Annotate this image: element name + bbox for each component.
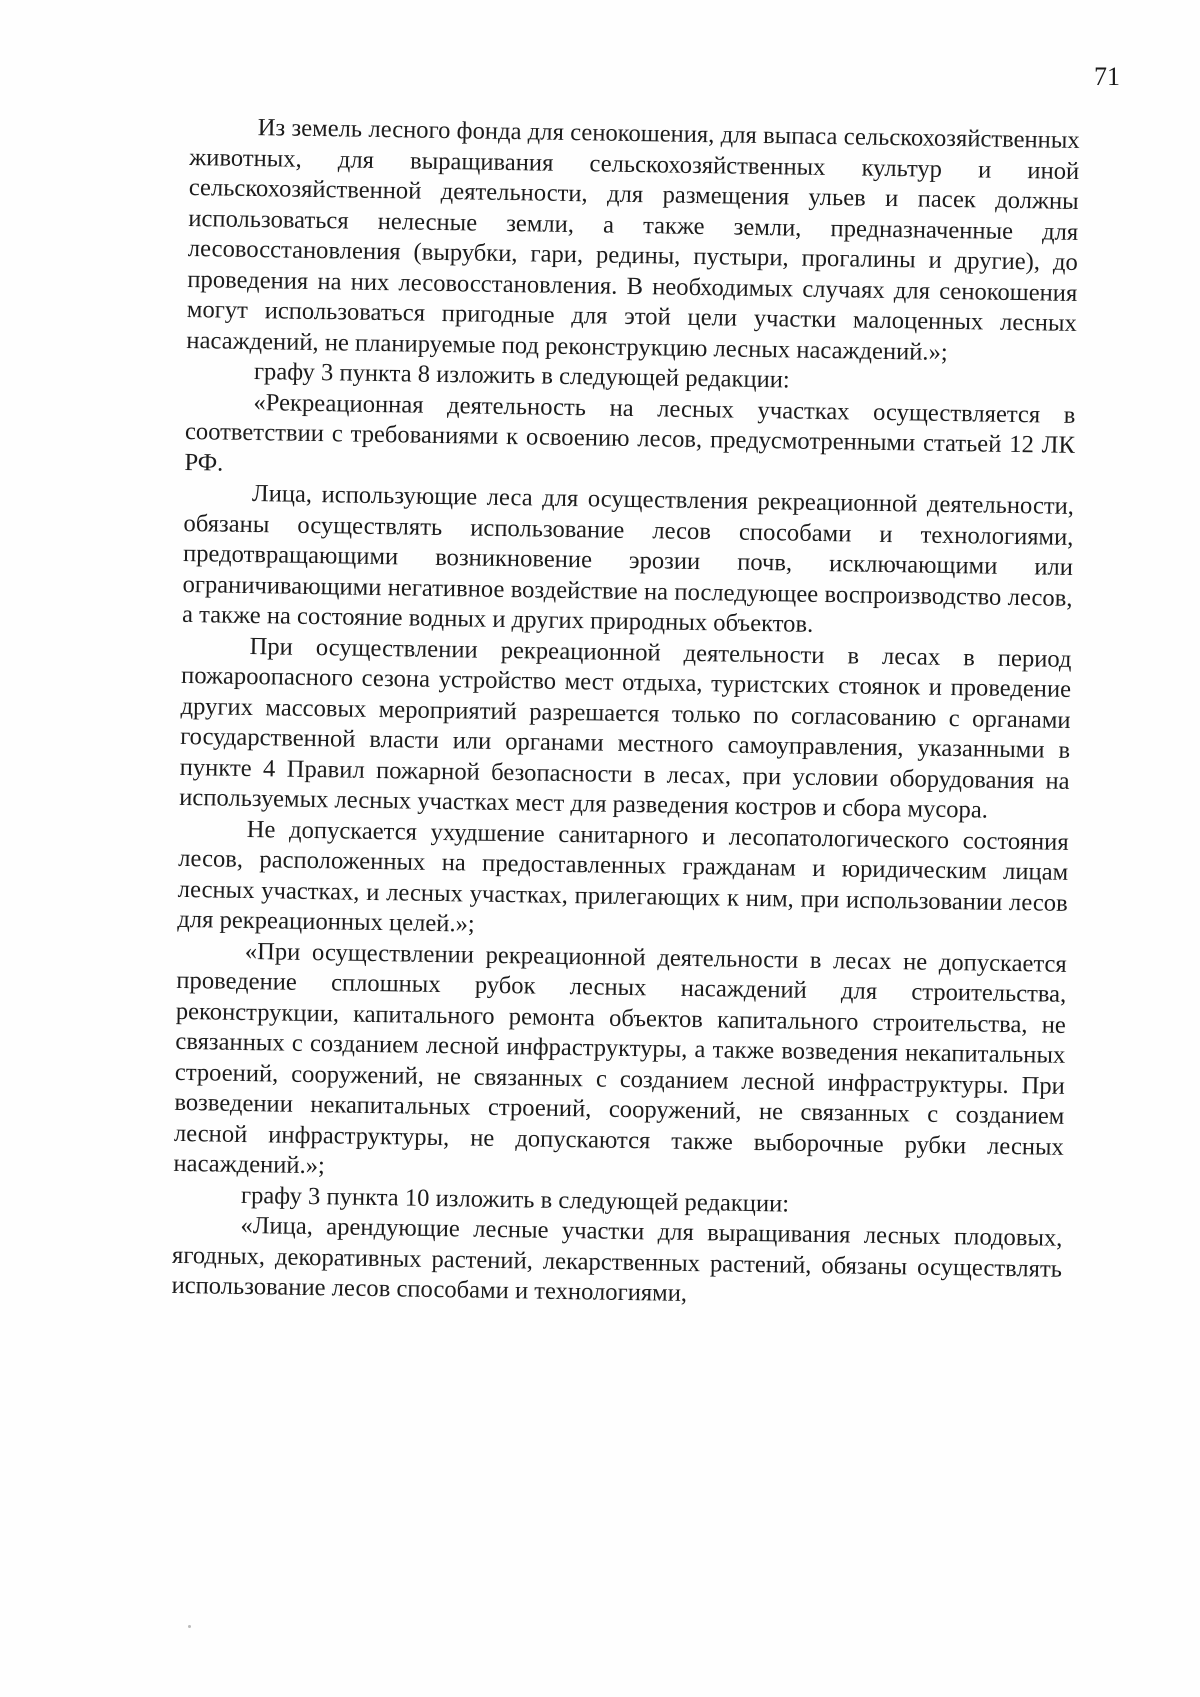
paragraph-6: Не допускается ухудшение санитарного и лесопатологического состояния лесов, расположенных на предоставленных гражданам и юридическим лицам лесных участках, и лесных участках, прилегающих к ним, при использовании лесов для рекреационных целей.»; [177,815,1069,938]
scan-speck [188,1625,191,1628]
paragraph-8: графу 3 пункта 10 изложить в следующей редакции: [240,1181,790,1218]
paragraph-2: графу 3 пункта 8 изложить в следующей редакции: [253,358,790,394]
paragraph-3: «Рекреационная деятельность на лесных участках осуществляется в соответствии с требованиями к освоению лесов, предусмотренными статьей 12 ЛК РФ. [184,388,1076,477]
paragraph-5: При осуществлении рекреационной деятельности в лесах в период пожароопасного сезона устройство мест отдыха, туристских стоянок и проведение других массовых мероприятий разрешается только по согласованию с органами государственной власти или органами местного самоуправления, указанными в пункте 4 Правил пожарной безопасности в лесах, при условии оборудования на используемых лесных участках мест для разведения костров и сбора мусора. [179,632,1072,824]
paragraph-7: «При осуществлении рекреационной деятельности в лесах не допускается проведение сплошных рубок лесных насаждений для строительства, реконструкции, капитального ремонта объектов капитального строительства, не связанных с созданием лесной инфраструктуры, а также возведения некапитальных строений, сооружений, не связанных с созданием лесной инфраструктуры. При возведении некапитальных строений, сооружений, не связанных с созданием лесной инфраструктуры, не допускаются также выборочные рубки лесных насаждений.»; [173,937,1067,1180]
document-body [171,112,1080,1315]
paragraph-1: Из земель лесного фонда для сенокошения, для выпаса сельскохозяйственных животных, для выращивания сельскохозяйственных культур и иной сельскохозяйственной деятельности, для размещения ульев и пасек должны использоваться нелесные земли, а также земли, предназначенные для лесовосстановления (вырубки, гари, редины, пустыри, прогалины и другие), до проведения на них лесовосстановления. В необходимых случаях для сенокошения могут использоваться пригодные для этой цели участки малоценных лесных насаждений, не планируемые под реконструкцию лесных насаждений.»; [186,114,1080,366]
page-number: 71 [1094,62,1120,91]
paragraph-4: Лица, использующие леса для осуществления рекреационной деятельности, обязаны осуществлять использование лесов способами и технологиями, предотвращающими возникновение эрозии почв, исключающими или ограничивающими негативное воздействие на последующее воспроизводство лесов, а также на состояние водных и других природных объектов. [181,480,1075,638]
paragraph-9: «Лица, арендующие лесные участки для выращивания лесных плодовых, ягодных, декоративных растений, лекарственных растений, обязаны осуществлять использование лесов способами и технологиями, [171,1211,1063,1307]
